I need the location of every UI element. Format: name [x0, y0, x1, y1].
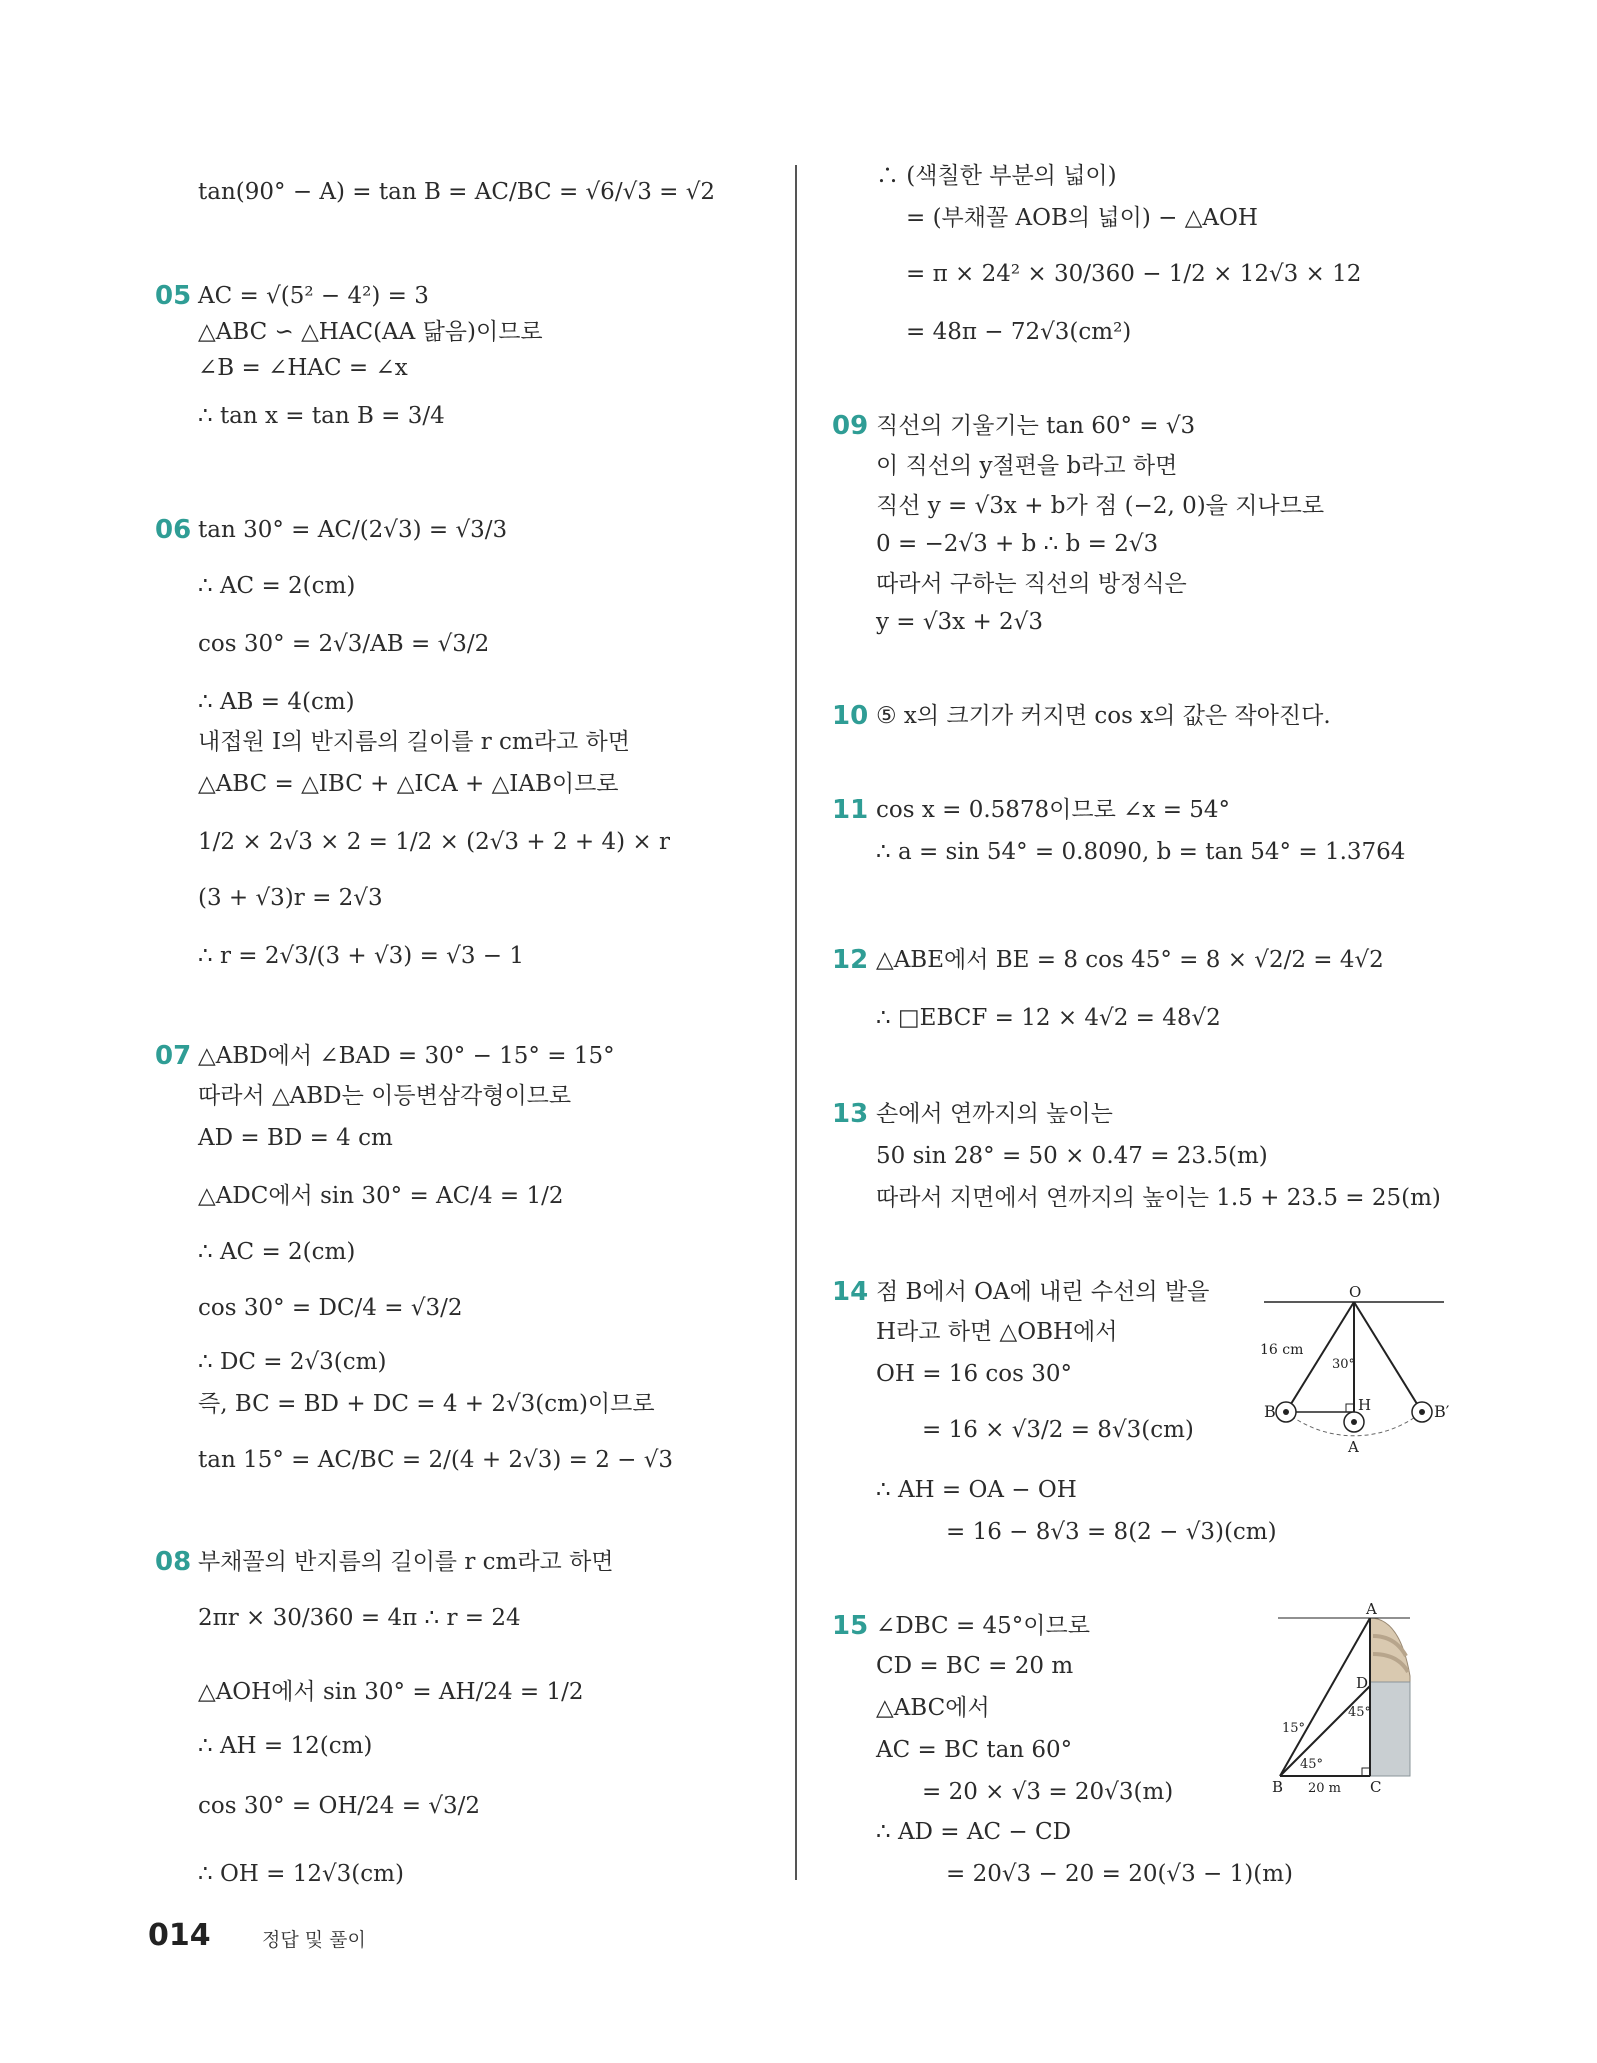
building-windows-block: [1370, 1682, 1410, 1776]
p05-line: AC = √(5² − 4²) = 3: [198, 283, 429, 309]
p12-line: △ABE에서 BE = 8 cos 45° = 8 × √2/2 = 4√2: [876, 947, 1384, 973]
p06-line: ∴ AC = 2(cm): [198, 573, 356, 599]
p06-line: ∴ r = 2√3/(3 + √3) = √3 − 1: [198, 943, 524, 969]
p06-line: △ABC = △IBC + △ICA + △IAB이므로: [198, 771, 619, 797]
footer-label: 정답 및 풀이: [262, 1929, 366, 1951]
p15-line: AC = BC tan 60°: [876, 1737, 1073, 1763]
label-d: D: [1356, 1674, 1369, 1692]
p09-line: 따라서 구하는 직선의 방정식은: [876, 571, 1187, 597]
label-b2: B′: [1434, 1402, 1450, 1421]
building-figure: [1270, 1596, 1450, 1796]
label-h: H: [1358, 1396, 1372, 1414]
p14-line: = 16 − 8√3 = 8(2 − √3)(cm): [946, 1519, 1277, 1545]
segment-ba: [1280, 1618, 1370, 1776]
p09-line: 직선 y = √3x + b가 점 (−2, 0)을 지나므로: [876, 493, 1325, 519]
p13-line: 50 sin 28° = 50 × 0.47 = 23.5(m): [876, 1143, 1268, 1169]
p07-line: cos 30° = DC/4 = √3/2: [198, 1295, 463, 1321]
p08-line: 부채꼴의 반지름의 길이를 r cm라고 하면: [198, 1549, 614, 1575]
label-a: A: [1366, 1600, 1377, 1618]
p09-line: 0 = −2√3 + b ∴ b = 2√3: [876, 531, 1159, 557]
p05-line: △ABC ∽ △HAC(AA 닮음)이므로: [198, 319, 543, 345]
p15-line: △ABC에서: [876, 1695, 990, 1721]
problem-number-05: 05: [155, 281, 192, 311]
top-line: = (부채꼴 AOB의 넓이) − △AOH: [906, 205, 1258, 231]
problem-number-09: 09: [832, 411, 869, 441]
p13-line: 따라서 지면에서 연까지의 높이는 1.5 + 23.5 = 25(m): [876, 1185, 1441, 1211]
right-angle-mark: [1346, 1404, 1354, 1412]
top-line: ∴ (색칠한 부분의 넓이): [876, 163, 1117, 189]
p15-line: = 20 × √3 = 20√3(m): [922, 1779, 1174, 1805]
p13-line: 손에서 연까지의 높이는: [876, 1101, 1113, 1127]
column-divider: [795, 165, 797, 1880]
p14-line: ∴ AH = OA − OH: [876, 1477, 1077, 1503]
label-o: O: [1349, 1283, 1362, 1301]
bob-b-center: [1283, 1409, 1289, 1415]
p08-line: ∴ OH = 12√3(cm): [198, 1861, 404, 1887]
problem-number-13: 13: [832, 1099, 869, 1129]
p14-line: OH = 16 cos 30°: [876, 1361, 1072, 1387]
top-line: = 48π − 72√3(cm²): [906, 319, 1132, 345]
problem-number-14: 14: [832, 1277, 869, 1307]
p07-line: 따라서 △ABD는 이등변삼각형이므로: [198, 1083, 572, 1109]
p15-line: = 20√3 − 20 = 20(√3 − 1)(m): [946, 1861, 1293, 1887]
label-b: B: [1264, 1402, 1276, 1421]
label-angle: 30°: [1332, 1357, 1356, 1372]
p06-line: 1/2 × 2√3 × 2 = 1/2 × (2√3 + 2 + 4) × r: [198, 829, 670, 855]
label-angle-45-top: 45°: [1348, 1705, 1372, 1720]
problem-number-07: 07: [155, 1041, 192, 1071]
label-length: 16 cm: [1260, 1342, 1304, 1358]
label-angle-45-bottom: 45°: [1300, 1757, 1324, 1772]
problem-number-06: 06: [155, 515, 192, 545]
top-line: = π × 24² × 30/360 − 1/2 × 12√3 × 12: [906, 261, 1362, 287]
p06-line: ∴ AB = 4(cm): [198, 689, 355, 715]
p08-line: △AOH에서 sin 30° = AH/24 = 1/2: [198, 1679, 584, 1705]
p11-line: cos x = 0.5878이므로 ∠x = 54°: [876, 797, 1231, 823]
p05-line: ∴ tan x = tan B = 3/4: [198, 403, 445, 429]
problem-number-15: 15: [832, 1611, 869, 1641]
top-line: tan(90° − A) = tan B = AC/BC = √6/√3 = √2: [198, 179, 716, 205]
p07-line: △ABD에서 ∠BAD = 30° − 15° = 15°: [198, 1043, 615, 1069]
p06-line: (3 + √3)r = 2√3: [198, 885, 383, 911]
p10-line: ⑤ x의 크기가 커지면 cos x의 값은 작아진다.: [876, 703, 1331, 729]
p07-line: 즉, BC = BD + DC = 4 + 2√3(cm)이므로: [198, 1391, 655, 1417]
p08-line: 2πr × 30/360 = 4π ∴ r = 24: [198, 1605, 521, 1631]
p11-line: ∴ a = sin 54° = 0.8090, b = tan 54° = 1.3764: [876, 839, 1406, 865]
problem-number-12: 12: [832, 945, 869, 975]
p07-line: AD = BD = 4 cm: [198, 1125, 393, 1151]
p14-line: H라고 하면 △OBH에서: [876, 1319, 1118, 1345]
p07-line: △ADC에서 sin 30° = AC/4 = 1/2: [198, 1183, 564, 1209]
page-number: 014: [148, 1918, 211, 1953]
p14-line: = 16 × √3/2 = 8√3(cm): [922, 1417, 1194, 1443]
pendulum-figure: [1254, 1282, 1454, 1462]
problem-number-10: 10: [832, 701, 869, 731]
p08-line: cos 30° = OH/24 = √3/2: [198, 1793, 480, 1819]
bob-b2-center: [1419, 1409, 1425, 1415]
p12-line: ∴ □EBCF = 12 × 4√2 = 48√2: [876, 1005, 1221, 1031]
label-angle-15: 15°: [1282, 1721, 1306, 1736]
p09-line: 직선의 기울기는 tan 60° = √3: [876, 413, 1196, 439]
p06-line: 내접원 I의 반지름의 길이를 r cm라고 하면: [198, 729, 630, 755]
p15-line: ∠DBC = 45°이므로: [876, 1613, 1090, 1639]
problem-number-11: 11: [832, 795, 869, 825]
label-b: B: [1272, 1778, 1284, 1796]
p09-line: y = √3x + 2√3: [876, 609, 1043, 635]
p07-line: ∴ AC = 2(cm): [198, 1239, 356, 1265]
p06-line: tan 30° = AC/(2√3) = √3/3: [198, 517, 508, 543]
label-a: A: [1348, 1438, 1359, 1456]
p07-line: ∴ DC = 2√3(cm): [198, 1349, 387, 1375]
p14-line: 점 B에서 OA에 내린 수선의 발을: [876, 1279, 1210, 1305]
label-c: C: [1370, 1778, 1382, 1796]
problem-number-08: 08: [155, 1547, 192, 1577]
bob-a-center: [1351, 1419, 1357, 1425]
p09-line: 이 직선의 y절편을 b라고 하면: [876, 453, 1178, 479]
p07-line: tan 15° = AC/BC = 2/(4 + 2√3) = 2 − √3: [198, 1447, 674, 1473]
p05-line: ∠B = ∠HAC = ∠x: [198, 355, 408, 381]
p15-line: CD = BC = 20 m: [876, 1653, 1074, 1679]
p08-line: ∴ AH = 12(cm): [198, 1733, 373, 1759]
p06-line: cos 30° = 2√3/AB = √3/2: [198, 631, 490, 657]
right-angle-mark: [1362, 1768, 1370, 1776]
label-distance: 20 m: [1308, 1781, 1342, 1796]
p15-line: ∴ AD = AC − CD: [876, 1819, 1072, 1845]
